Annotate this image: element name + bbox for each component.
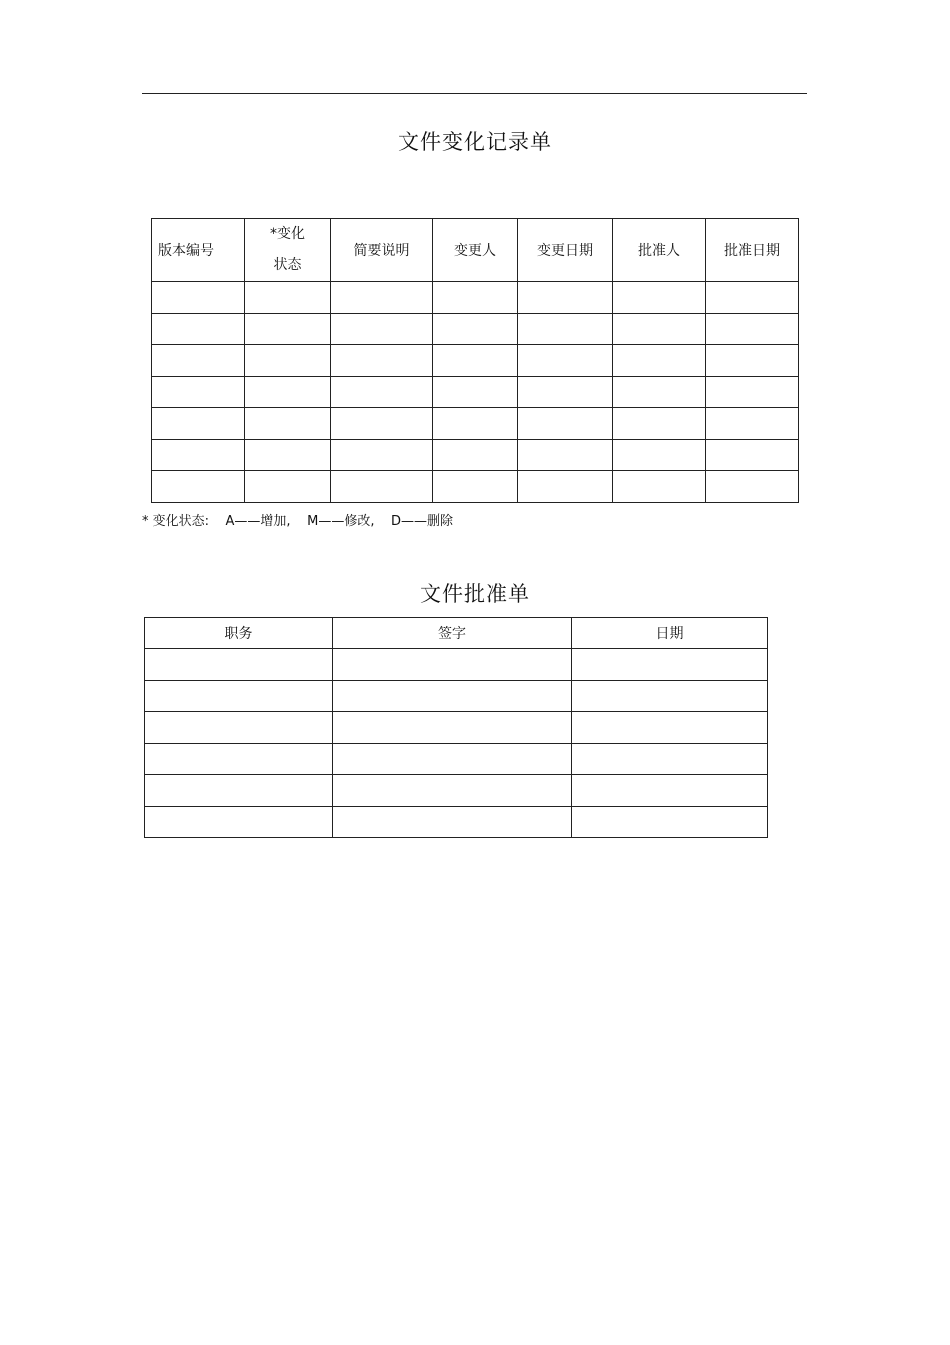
table-cell[interactable] bbox=[433, 408, 518, 440]
table-cell[interactable] bbox=[433, 376, 518, 408]
table-cell[interactable] bbox=[245, 345, 331, 377]
col-header-version-no: 版本编号 bbox=[152, 219, 245, 282]
table-cell[interactable] bbox=[152, 282, 245, 314]
header-rule bbox=[142, 93, 807, 94]
table-cell[interactable] bbox=[518, 376, 613, 408]
table-cell[interactable] bbox=[331, 439, 433, 471]
change-record-title: 文件变化记录单 bbox=[398, 130, 552, 154]
table-cell[interactable] bbox=[145, 680, 333, 712]
col-header-changed-by: 变更人 bbox=[433, 219, 518, 282]
table-cell[interactable] bbox=[152, 439, 245, 471]
table-cell[interactable] bbox=[145, 649, 333, 681]
table-cell[interactable] bbox=[152, 313, 245, 345]
table-cell[interactable] bbox=[572, 743, 768, 775]
table-row bbox=[145, 806, 768, 838]
table-row bbox=[145, 649, 768, 681]
table-cell[interactable] bbox=[333, 712, 572, 744]
table-cell[interactable] bbox=[518, 471, 613, 503]
table-cell[interactable] bbox=[613, 313, 706, 345]
table-row bbox=[152, 439, 799, 471]
table-cell[interactable] bbox=[433, 345, 518, 377]
table-cell[interactable] bbox=[145, 806, 333, 838]
table-cell[interactable] bbox=[245, 376, 331, 408]
table-cell[interactable] bbox=[152, 376, 245, 408]
table-cell[interactable] bbox=[433, 313, 518, 345]
table-cell[interactable] bbox=[331, 376, 433, 408]
table-cell[interactable] bbox=[333, 743, 572, 775]
table-cell[interactable] bbox=[333, 806, 572, 838]
table-cell[interactable] bbox=[331, 408, 433, 440]
col-header-date: 日期 bbox=[572, 618, 768, 649]
table-cell[interactable] bbox=[433, 282, 518, 314]
table-cell[interactable] bbox=[706, 376, 799, 408]
header-row bbox=[145, 618, 768, 649]
table-cell[interactable] bbox=[245, 282, 331, 314]
table-cell[interactable] bbox=[518, 282, 613, 314]
table-cell[interactable] bbox=[572, 680, 768, 712]
change-status-line1: *变化 bbox=[270, 226, 305, 242]
table-cell[interactable] bbox=[613, 408, 706, 440]
table-row bbox=[145, 775, 768, 807]
table-cell[interactable] bbox=[245, 471, 331, 503]
col-header-approval-date: 批准日期 bbox=[706, 219, 799, 282]
col-header-signature: 签字 bbox=[333, 618, 572, 649]
change-status-line2: 状态 bbox=[273, 257, 302, 273]
table-cell[interactable] bbox=[572, 712, 768, 744]
table-cell[interactable] bbox=[572, 775, 768, 807]
table-cell[interactable] bbox=[706, 408, 799, 440]
approval-table bbox=[144, 617, 768, 838]
change-status-legend: * 变化状态: A——增加, M——修改, D——删除 bbox=[142, 514, 453, 529]
table-cell[interactable] bbox=[433, 471, 518, 503]
col-header-change-date: 变更日期 bbox=[518, 219, 613, 282]
table-cell[interactable] bbox=[518, 345, 613, 377]
table-cell[interactable] bbox=[613, 282, 706, 314]
table-row bbox=[145, 743, 768, 775]
table-cell[interactable] bbox=[613, 345, 706, 377]
table-cell[interactable] bbox=[433, 439, 518, 471]
table-cell[interactable] bbox=[333, 680, 572, 712]
table-cell[interactable] bbox=[706, 282, 799, 314]
table-cell[interactable] bbox=[331, 313, 433, 345]
table-cell[interactable] bbox=[152, 408, 245, 440]
table-row bbox=[152, 313, 799, 345]
table-cell[interactable] bbox=[613, 376, 706, 408]
table-cell[interactable] bbox=[145, 775, 333, 807]
table-cell[interactable] bbox=[333, 775, 572, 807]
table-row bbox=[145, 680, 768, 712]
table-cell[interactable] bbox=[145, 712, 333, 744]
table-cell[interactable] bbox=[613, 471, 706, 503]
table-cell[interactable] bbox=[706, 471, 799, 503]
table-cell[interactable] bbox=[706, 313, 799, 345]
table-cell[interactable] bbox=[145, 743, 333, 775]
table-cell[interactable] bbox=[572, 806, 768, 838]
table-cell[interactable] bbox=[518, 408, 613, 440]
table-cell[interactable] bbox=[245, 408, 331, 440]
col-header-brief-description: 简要说明 bbox=[331, 219, 433, 282]
table-cell[interactable] bbox=[518, 313, 613, 345]
table-cell[interactable] bbox=[706, 439, 799, 471]
table-cell[interactable] bbox=[331, 471, 433, 503]
col-header-change-status bbox=[245, 219, 331, 282]
table-cell[interactable] bbox=[706, 345, 799, 377]
table-cell[interactable] bbox=[152, 471, 245, 503]
table-cell[interactable] bbox=[572, 649, 768, 681]
approval-form-title: 文件批准单 bbox=[420, 582, 530, 606]
col-header-approver: 批准人 bbox=[613, 219, 706, 282]
table-row bbox=[152, 408, 799, 440]
table-row bbox=[152, 376, 799, 408]
table-cell[interactable] bbox=[613, 439, 706, 471]
table-cell[interactable] bbox=[518, 439, 613, 471]
table-cell[interactable] bbox=[333, 649, 572, 681]
change-record-table bbox=[151, 218, 799, 503]
table-row bbox=[152, 282, 799, 314]
table-cell[interactable] bbox=[152, 345, 245, 377]
table-row bbox=[152, 345, 799, 377]
table-row bbox=[152, 471, 799, 503]
table-cell[interactable] bbox=[331, 282, 433, 314]
table-cell[interactable] bbox=[245, 439, 331, 471]
table-row bbox=[145, 712, 768, 744]
table-cell[interactable] bbox=[331, 345, 433, 377]
col-header-position: 职务 bbox=[145, 618, 333, 649]
header-row bbox=[152, 219, 799, 282]
table-cell[interactable] bbox=[245, 313, 331, 345]
